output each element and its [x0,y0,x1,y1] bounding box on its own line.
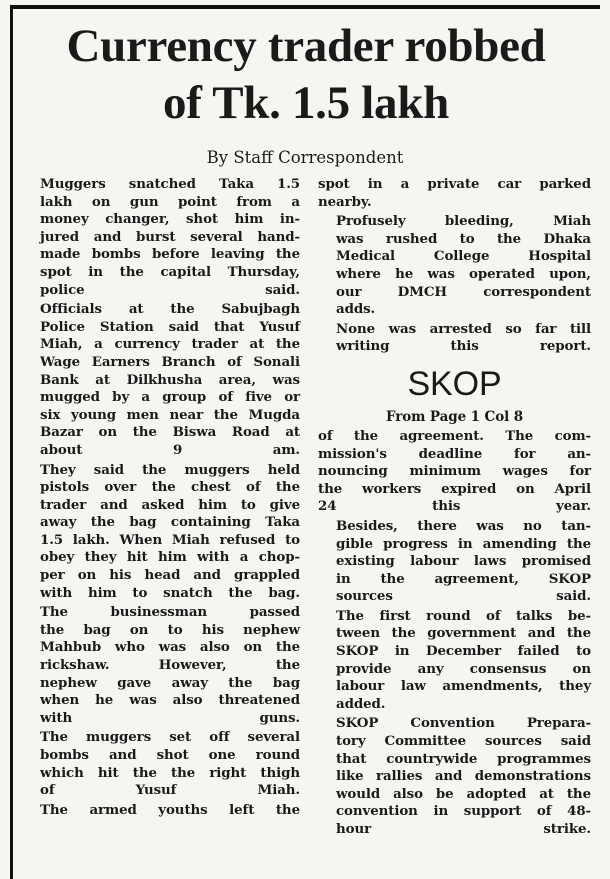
text-line: like rallies and demonstrations [336,768,591,785]
top-rule [10,5,600,9]
text-line: six young men near the Mugda [40,406,300,423]
text-line: gible progress in amending the [336,535,591,552]
text-line: existing labour laws promised [336,553,591,570]
text-line: writing this report. [336,338,591,355]
text-line: nouncing minimum wages for [318,463,591,480]
paragraph [22,729,300,799]
text-line: The muggers set off several [40,729,300,746]
text-line: Mahbub who was also on the [40,639,300,656]
paragraph [22,604,300,727]
text-line: made bombs before leaving the [40,246,300,263]
text-line: of the agreement. The com- [318,427,591,444]
text-line: trader and asked him to give [40,496,300,513]
text-line: bombs and shot one round [40,747,300,763]
text-line: mugged by a group of five or [40,389,300,406]
text-line: in the agreement, SKOP [336,570,591,587]
text-line: the workers expired on April [318,480,591,497]
text-line: The first round of talks be- [336,607,591,624]
text-line: provide any consensus on [336,660,591,677]
text-line: with guns. [40,709,300,726]
text-line: about 9 am. [40,441,300,458]
paragraph [318,213,591,319]
paragraph [22,462,300,603]
text-line: that countrywide programmes [336,750,591,767]
paragraph [318,715,591,838]
text-line: per on his head and grappled [40,567,300,584]
text-line: SKOP in December failed to [336,643,591,660]
text-line: SKOP Convention Prepara- [336,715,591,732]
text-line: Officials at the Sabujbagh [40,301,300,318]
text-line: Medical College Hospital [336,248,591,265]
text-line: nephew gave away the bag [40,674,300,691]
text-line: mission's deadline for an- [318,445,591,462]
text-line: with him to snatch the bag. [40,584,300,601]
text-line: 24 this year. [318,498,591,515]
paragraph [318,608,591,714]
text-line: where he was operated upon, [336,265,591,282]
text-line: would also be adopted at the [336,785,591,802]
text-line: hour strike. [336,821,591,837]
text-line: when he was also threatened [40,692,300,709]
text-line: convention in support of 48- [336,803,591,820]
text-line: lakh on gun point from a [40,193,300,210]
skop-headline: SKOP [407,364,502,403]
article-column-right [318,176,591,841]
text-line: pistols over the chest of the [40,479,300,496]
text-line: added. [336,695,386,712]
text-line: jured and burst several hand- [40,228,300,245]
text-line: was rushed to the Dhaka [336,230,591,247]
text-line: spot in a private car parked [318,176,591,192]
text-line: None was arrested so far till [336,320,591,337]
paragraph [318,518,591,606]
text-line: the bag on to his nephew [40,621,300,638]
paragraph [318,176,591,211]
text-line: adds. [336,301,376,318]
skop-article-body [318,428,591,839]
text-line: obey they hit him with a chop- [40,549,300,566]
article-column-left [22,176,300,821]
text-line: money changer, shot him in- [40,211,300,228]
text-line: tory Committee sources said [336,733,591,750]
text-line: Wage Earners Branch of Sonali [40,353,300,370]
text-line: 1.5 lakh. When Miah refused to [40,531,300,548]
text-line: of Yusuf Miah. [40,782,300,799]
paragraph [22,176,300,299]
text-line: Besides, there was no tan- [336,517,591,534]
paragraph [22,301,300,459]
article-continuation [318,176,591,356]
headline-line-1: Currency trader robbed [66,20,546,72]
text-line: tween the government and the [336,625,591,642]
text-line: Bazar on the Biswa Road at [40,424,300,441]
text-line: rickshaw. However, the [40,657,300,674]
text-line: sources said. [336,588,591,605]
article-headline [20,18,592,132]
text-line: labour law amendments, they [336,678,591,695]
text-line: nearby. [318,193,372,210]
text-line: which hit the the right thigh [40,764,300,781]
headline-line-2: of Tk. 1.5 lakh [163,77,449,129]
paragraph [318,321,591,356]
text-line: The businessman passed [40,604,300,621]
paragraph [22,802,300,820]
byline: By Staff Correspondent [206,148,404,167]
jump-line: From Page 1 Col 8 [385,408,524,425]
text-line: police said. [40,281,300,298]
text-line: away the bag containing Taka [40,514,300,531]
text-line: Miah, a currency trader at the [40,336,300,353]
text-line: The armed youths left the [40,801,300,818]
text-line: They said the muggers held [40,461,300,478]
text-line: Muggers snatched Taka 1.5 [40,176,300,192]
text-line: our DMCH correspondent [336,283,591,300]
text-line: Bank at Dilkhusha area, was [40,371,300,388]
text-line: Police Station said that Yusuf [40,318,300,335]
text-line: spot in the capital Thursday, [40,263,300,280]
paragraph [318,428,591,516]
left-column-rule [10,5,13,879]
text-line: Profusely bleeding, Miah [336,213,591,230]
